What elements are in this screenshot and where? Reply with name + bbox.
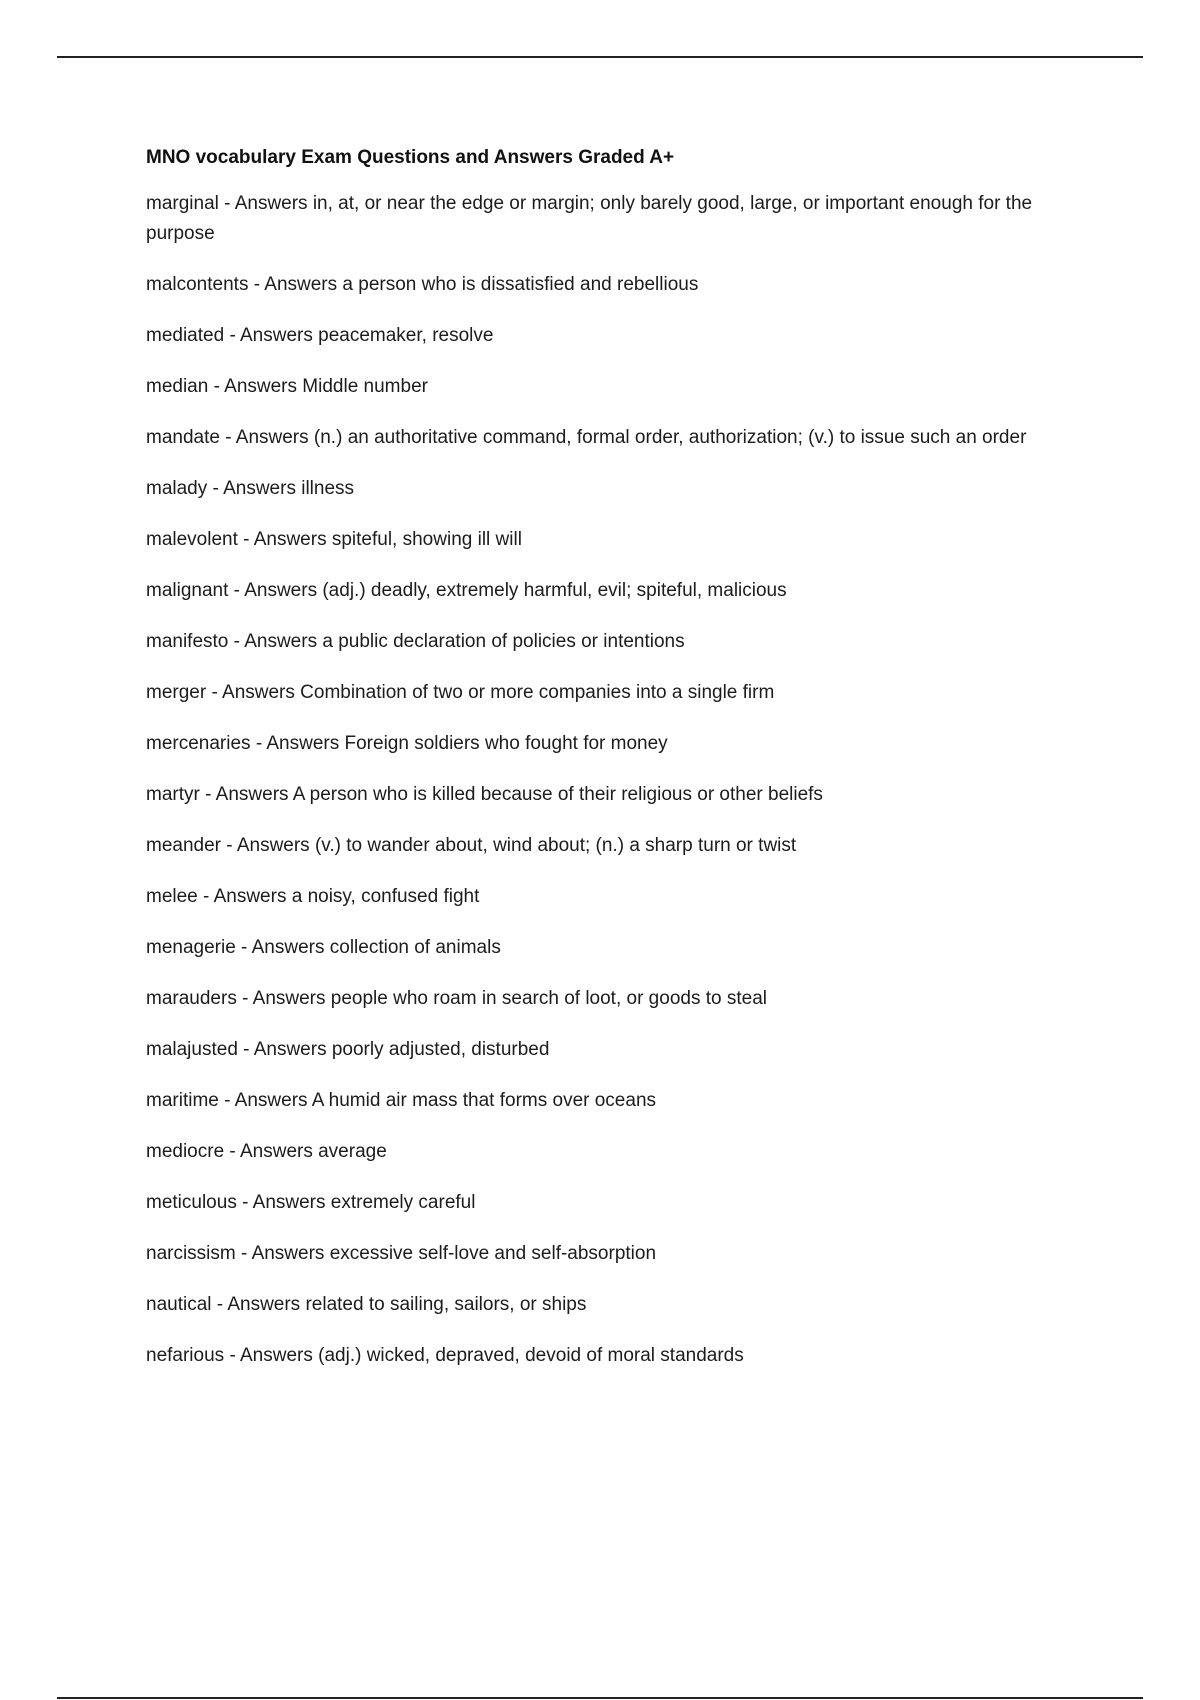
vocabulary-entry: menagerie - Answers collection of animals	[146, 937, 501, 958]
vocabulary-list	[146, 189, 1076, 1371]
vocabulary-entry: malady - Answers illness	[146, 478, 355, 499]
vocabulary-entry: marauders - Answers people who roam in search of loot, or goods to steal	[146, 988, 767, 1009]
vocabulary-entry: maritime - Answers A humid air mass that forms over oceans	[146, 1090, 657, 1111]
vocabulary-entry: nefarious - Answers (adj.) wicked, depraved, devoid of moral standards	[146, 1345, 744, 1366]
vocabulary-entry: median - Answers Middle number	[146, 376, 428, 397]
document-body	[146, 143, 1076, 1392]
vocabulary-entry: mediocre - Answers average	[146, 1141, 387, 1162]
vocabulary-entry: mandate - Answers (n.) an authoritative command, formal order, authorization; (v.) to issue such an order	[146, 427, 1027, 448]
vocabulary-entry: malajusted - Answers poorly adjusted, disturbed	[146, 1039, 550, 1060]
vocabulary-entry: marginal - Answers in, at, or near the edge or margin; only barely good, large, or important enough for the purpose	[146, 193, 1033, 244]
vocabulary-entry: malignant - Answers (adj.) deadly, extremely harmful, evil; spiteful, malicious	[146, 580, 787, 601]
footer-rule	[57, 1697, 1143, 1699]
vocabulary-entry: melee - Answers a noisy, confused fight	[146, 886, 480, 907]
vocabulary-entry: manifesto - Answers a public declaration of policies or intentions	[146, 631, 685, 652]
vocabulary-entry: merger - Answers Combination of two or more companies into a single firm	[146, 682, 775, 703]
header-rule	[57, 56, 1143, 58]
vocabulary-entry: narcissism - Answers excessive self-love and self-absorption	[146, 1243, 657, 1264]
vocabulary-entry: mediated - Answers peacemaker, resolve	[146, 325, 494, 346]
vocabulary-entry: martyr - Answers A person who is killed because of their religious or other beliefs	[146, 784, 823, 805]
vocabulary-entry: malevolent - Answers spiteful, showing ill will	[146, 529, 522, 550]
vocabulary-entry: mercenaries - Answers Foreign soldiers who fought for money	[146, 733, 668, 754]
document-title: MNO vocabulary Exam Questions and Answers Graded A+	[146, 147, 675, 168]
vocabulary-entry: meticulous - Answers extremely careful	[146, 1192, 476, 1213]
vocabulary-entry: meander - Answers (v.) to wander about, wind about; (n.) a sharp turn or twist	[146, 835, 797, 856]
vocabulary-entry: malcontents - Answers a person who is dissatisfied and rebellious	[146, 274, 699, 295]
vocabulary-entry: nautical - Answers related to sailing, sailors, or ships	[146, 1294, 587, 1315]
